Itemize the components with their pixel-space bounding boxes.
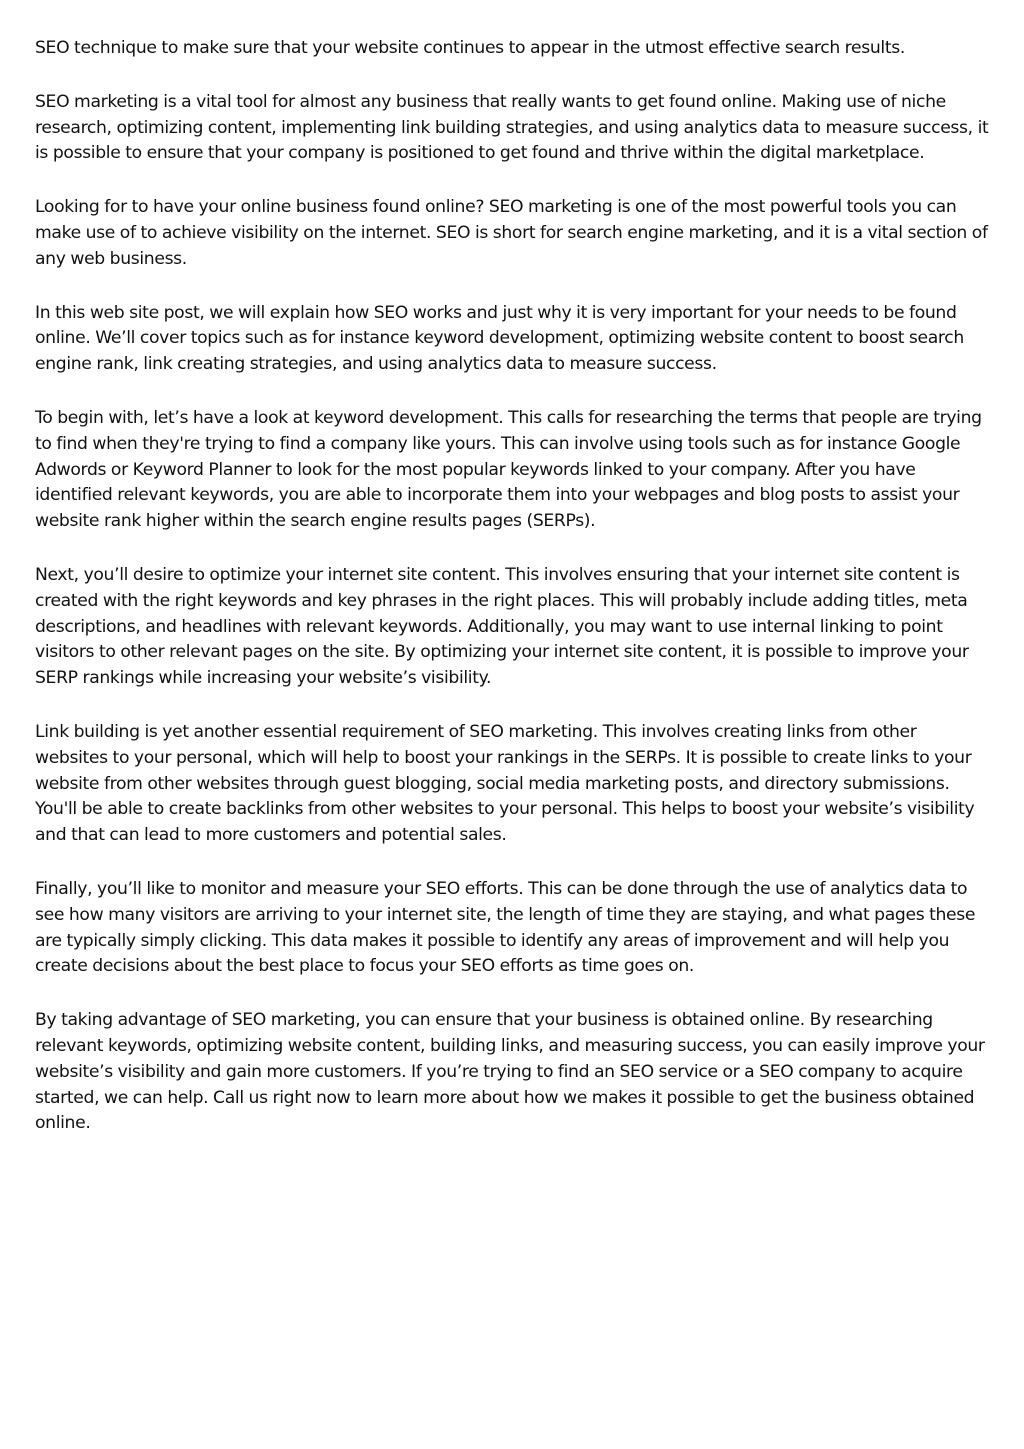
- paragraph: By taking advantage of SEO marketing, you can ensure that your business is obtained online. By researching relevant keywords, optimizing website content, building links, and measuring success, you can easily improve your website’s visibility and gain more customers. If you’re trying to find an SEO service or a SEO company to acquire started, we can help. Call us right now to learn more about how we makes it possible to get the business obtained online.: [35, 1010, 985, 1134]
- paragraph: In this web site post, we will explain how SEO works and just why it is very important for your needs to be found online. We’ll cover topics such as for instance keyword development, optimizing website content to boost search engine rank, link creating strategies, and using analytics data to measure success.: [35, 302, 964, 375]
- paragraph: Looking for to have your online business found online? SEO marketing is one of the most powerful tools you can make use of to achieve visibility on the internet. SEO is short for search engine marketing, and it is a vital section of any web business.: [35, 197, 988, 269]
- paragraph: SEO marketing is a vital tool for almost any business that really wants to get found online. Making use of niche research, optimizing content, implementing link building strategies, and using analytics data to measure success, it is possible to ensure that your company is positioned to get found and thrive within the digital marketplace.: [35, 91, 989, 164]
- paragraph: Finally, you’ll like to monitor and measure your SEO efforts. This can be done through the use of analytics data to see how many visitors are arriving to your internet site, the length of time they are staying, and what pages these are typically simply clicking. This data makes it possible to identify any areas of improvement and will help you create decisions about the best place to focus your SEO efforts as time goes on.: [35, 878, 976, 977]
- paragraph: Link building is yet another essential requirement of SEO marketing. This involves creating links from other websites to your personal, which will help to boost your rankings in the SERPs. It is possible to create links to your website from other websites through guest blogging, social media marketing posts, and directory submissions. You'll be able to create backlinks from other websites to your personal. This helps to boost your website’s visibility and that can lead to more customers and potential sales.: [35, 721, 975, 846]
- paragraph: Next, you’ll desire to optimize your internet site content. This involves ensuring that your internet site content is created with the right keywords and key phrases in the right places. This will probably include adding titles, meta descriptions, and headlines with relevant keywords. Additionally, you may want to use internal linking to point visitors to other relevant pages on the site. By optimizing your internet site content, it is possible to improve your SERP rankings while increasing your website’s visibility.: [35, 564, 969, 689]
- document-body: [35, 36, 993, 1165]
- paragraph: SEO technique to make sure that your website continues to appear in the utmost effective search results.: [35, 38, 905, 58]
- paragraph: To begin with, let’s have a look at keyword development. This calls for researching the terms that people are trying to find when they're trying to find a company like yours. This can involve using tools such as for instance Google Adwords or Keyword Planner to look for the most popular keywords linked to your company. After you have identified relevant keywords, you are able to incorporate them into your webpages and blog posts to assist your website rank higher within the search engine results pages (SERPs).: [35, 407, 982, 532]
